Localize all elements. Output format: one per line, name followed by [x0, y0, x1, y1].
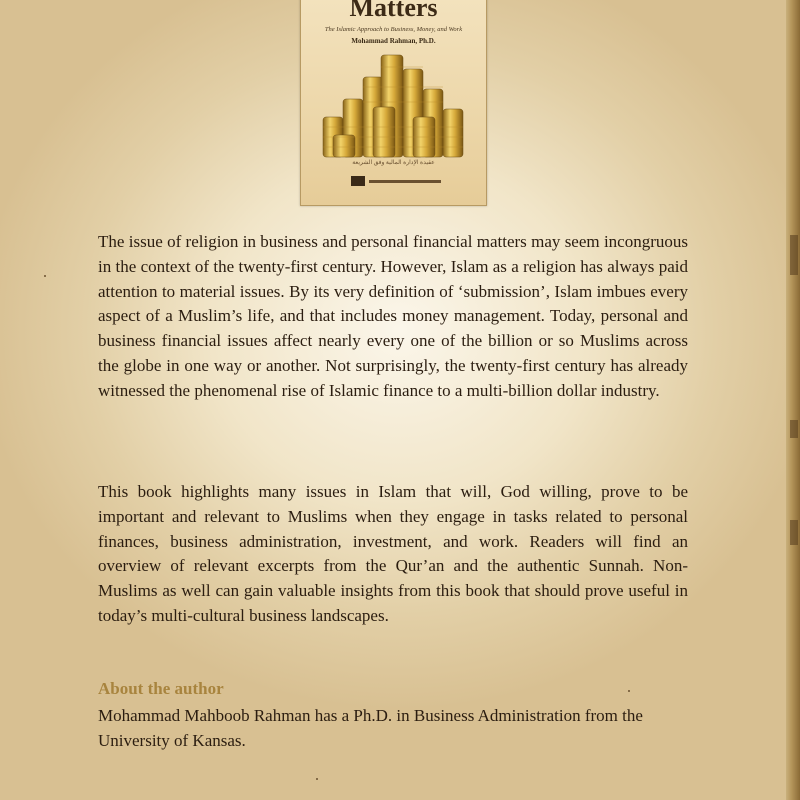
about-author-text: Mohammad Mahboob Rahman has a Ph.D. in Business Administration from the University of Kansas.	[98, 706, 643, 750]
publisher-logo	[351, 175, 441, 187]
book-cover-arabic-line: عقيدة الإدارة المالية وفق الشريعة	[352, 160, 435, 166]
description-paragraph-2: This book highlights many issues in Islam that will, God willing, prove to be important and relevant to Muslims when they engage in tasks related to personal finances, business administration, investment, and work. Readers will find an overview of relevant excerpts from the Qur’an and the authentic Sunnah. Non-Muslims as well can gain valuable insights from this book that should prove useful in today’s multi-cultural business landscapes.	[98, 482, 688, 625]
book-cover-author: Mohammad Rahman, Ph.D.	[351, 37, 436, 45]
description-paragraph-1: The issue of religion in business and personal financial matters may seem incongruous in the context of the twenty-first century. However, Islam as a religion has always paid attention to material issues. By its very definition of ‘submission’, Islam imbues every aspect of a Muslim’s life, and that includes money management. Today, personal and business financial issues affect nearly every one of the billion or so Muslims across the globe in one way or another. Not surprisingly, the twenty-first century has already witnessed the phenomenal rise of Islamic finance to a multi-billion dollar industry.	[98, 232, 688, 400]
print-speck	[628, 690, 630, 692]
book-spine-edge	[786, 0, 800, 800]
book-cover-thumbnail	[300, 0, 487, 206]
print-speck	[44, 275, 46, 277]
book-cover-title: Matters	[349, 0, 438, 22]
about-author-heading: About the author	[98, 679, 224, 698]
book-cover-subtitle: The Islamic Approach to Business, Money, and Work	[324, 26, 463, 33]
print-speck	[316, 778, 318, 780]
gold-coins-image	[319, 47, 469, 159]
